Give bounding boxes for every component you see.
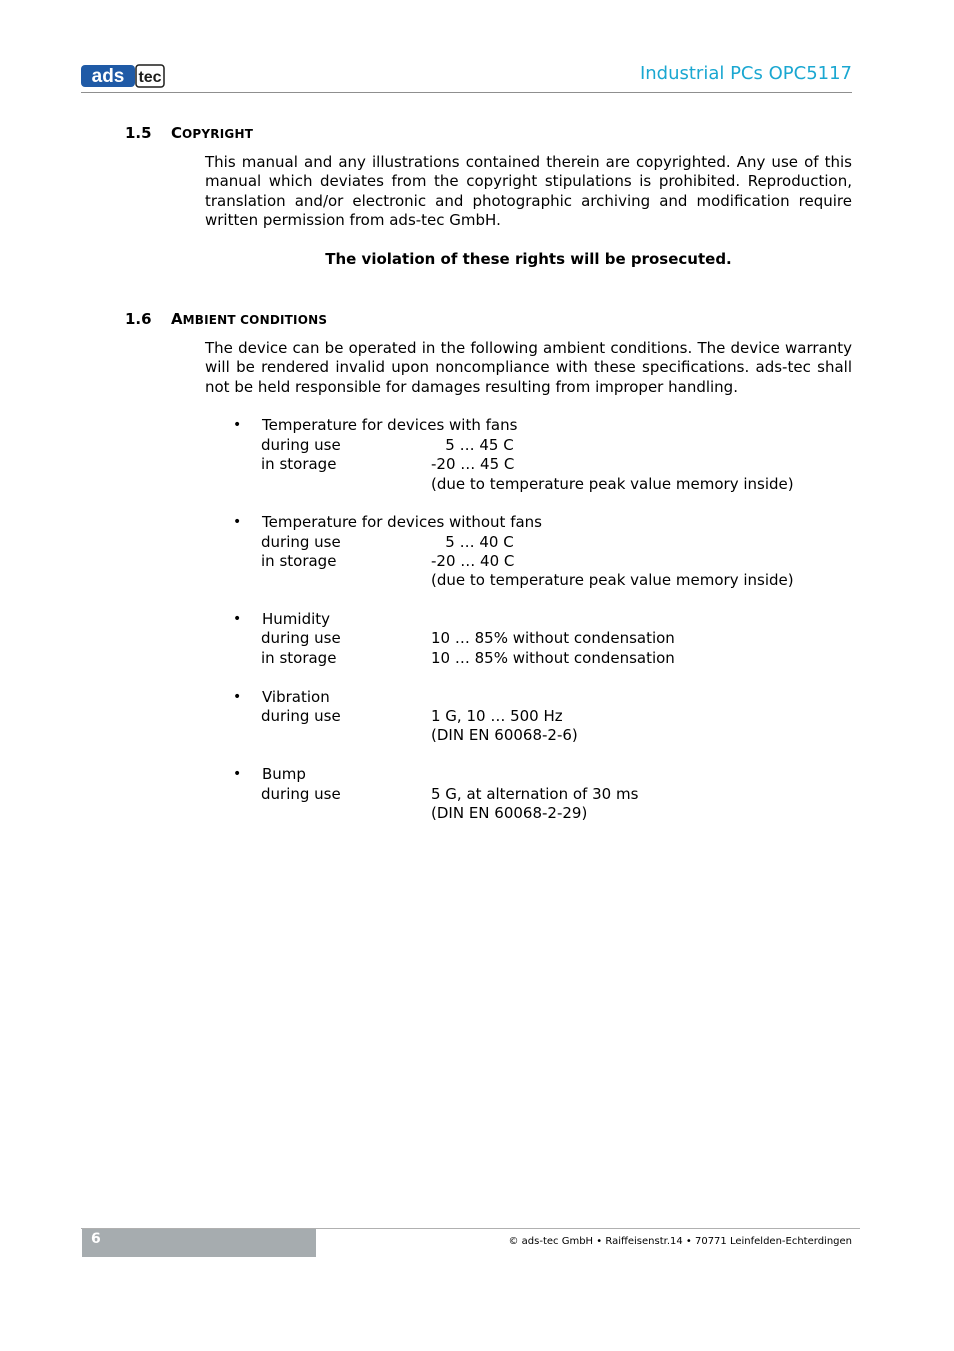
- bullet-icon: •: [233, 417, 242, 433]
- copyright-paragraph: This manual and any illustrations contained therein are copyrighted. Any use of this manual which deviates from the copyright stipulations is prohibited. Reproduction, translation and/or electronic and photographic archiving and modification require written permission from ads-tec GmbH.: [205, 153, 852, 229]
- spec-row-value: -20 … 45 C: [431, 455, 515, 473]
- spec-row-value: 5 G, at alternation of 30 ms: [431, 785, 639, 803]
- section-title-ambient-conditions: [171, 310, 327, 328]
- spec-row-value: -20 … 40 C: [431, 552, 515, 570]
- bullet-icon: •: [233, 766, 242, 782]
- header-divider: [81, 92, 852, 93]
- page-number-box: [82, 1229, 316, 1257]
- section-title-rest: OPYRIGHT: [182, 127, 254, 141]
- spec-row-value: 10 … 85% without condensation: [431, 649, 675, 667]
- spec-row-key: in storage: [261, 455, 337, 473]
- spec-row-value: (due to temperature peak value memory inside): [431, 571, 794, 589]
- spec-row-value: 5 … 45 C: [431, 436, 514, 454]
- section-title-initial: A: [171, 310, 183, 328]
- spec-row-key: during use: [261, 785, 341, 803]
- ads-tec-logo: [81, 64, 165, 88]
- prosecution-warning: The violation of these rights will be prosecuted.: [325, 250, 732, 268]
- spec-item-label: Humidity: [262, 610, 331, 628]
- spec-row-key: in storage: [261, 552, 337, 570]
- spec-row-key: during use: [261, 436, 341, 454]
- spec-item-label: Bump: [262, 765, 306, 783]
- spec-row-key: in storage: [261, 649, 337, 667]
- section-title-copyright: [171, 124, 253, 142]
- spec-row-value: 5 … 40 C: [431, 533, 514, 551]
- svg-text:tec: tec: [138, 69, 162, 86]
- ambient-conditions-paragraph: The device can be operated in the following ambient conditions. The device warranty will be rendered invalid upon noncompliance with these specifications. ads-tec shall not be held responsible for damages resulting from improper handling.: [205, 339, 852, 396]
- footer-copyright: © ads-tec GmbH • Raiffeisenstr.14 • 70771 Leinfelden-Echterdingen: [508, 1236, 852, 1247]
- spec-item-label: Temperature for devices without fans: [262, 513, 542, 531]
- page-number: 6: [91, 1231, 101, 1247]
- spec-row-value: 1 G, 10 … 500 Hz: [431, 707, 563, 725]
- section-title-initial: C: [171, 124, 183, 142]
- spec-row-value: (DIN EN 60068-2-29): [431, 804, 588, 822]
- bullet-icon: •: [233, 689, 242, 705]
- spec-row-value: (DIN EN 60068-2-6): [431, 726, 578, 744]
- svg-text:ads: ads: [91, 66, 125, 87]
- spec-row-key: during use: [261, 533, 341, 551]
- bullet-icon: •: [233, 514, 242, 530]
- document-title: Industrial PCs OPC5117: [639, 63, 852, 84]
- section-number: 1.5: [125, 124, 152, 142]
- bullet-icon: •: [233, 611, 242, 627]
- spec-row-value: 10 … 85% without condensation: [431, 629, 675, 647]
- spec-row-value: (due to temperature peak value memory inside): [431, 475, 794, 493]
- section-number: 1.6: [125, 310, 152, 328]
- spec-row-key: during use: [261, 707, 341, 725]
- spec-item-label: Vibration: [262, 688, 330, 706]
- spec-row-key: during use: [261, 629, 341, 647]
- spec-item-label: Temperature for devices with fans: [262, 416, 518, 434]
- section-title-rest: MBIENT CONDITIONS: [182, 313, 328, 327]
